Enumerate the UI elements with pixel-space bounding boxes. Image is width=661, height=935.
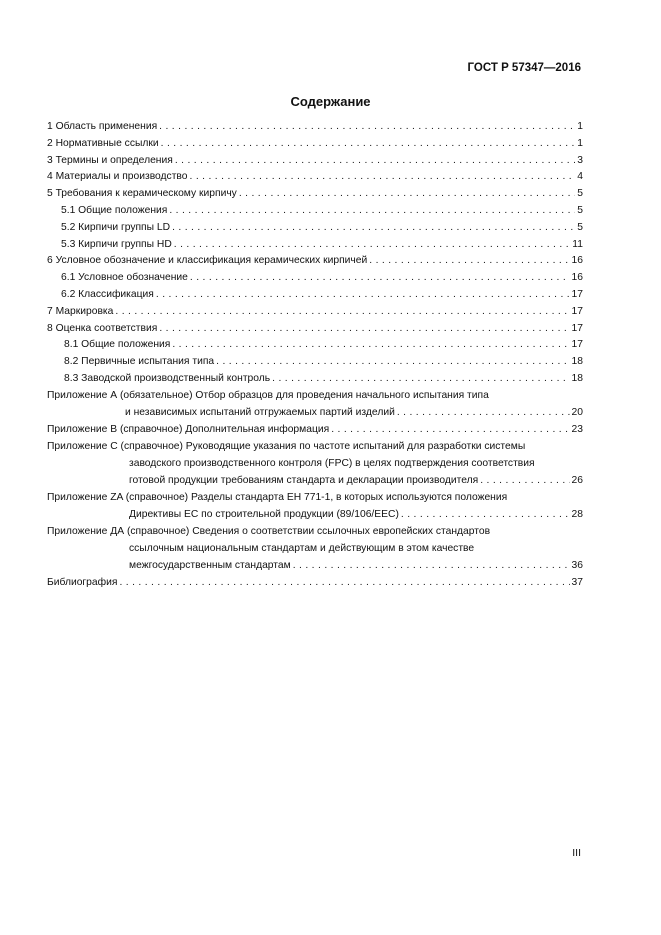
toc-entry-label: 5.3 Кирпичи группы HD: [61, 238, 172, 250]
toc-entry-page: 3: [577, 154, 583, 166]
leader-dots: [156, 287, 570, 304]
toc-entry: [47, 186, 583, 203]
toc-entry: [47, 321, 583, 338]
toc-entry-page: 17: [571, 305, 583, 317]
toc-entry-page: 18: [571, 372, 583, 384]
leader-dots: [174, 237, 571, 254]
appendix-title-line: [47, 473, 583, 490]
leader-dots: [397, 405, 570, 422]
toc-entry-page: 37: [571, 576, 583, 588]
toc-entry-page: 1: [577, 121, 583, 132]
leader-dots: [480, 473, 569, 490]
toc-entry-label: 3 Термины и определения: [47, 154, 173, 166]
leader-dots: [331, 422, 569, 439]
leader-dots: [119, 575, 569, 592]
toc-entry-page: 17: [571, 288, 583, 300]
toc-entry-page: 16: [571, 272, 583, 284]
leader-dots: [115, 304, 569, 321]
toc-subentry: [47, 270, 583, 287]
toc-entry-page: 23: [571, 423, 583, 435]
toc-subentry: [47, 220, 583, 237]
leader-dots: [172, 220, 575, 237]
toc-entry-page: 5: [577, 204, 583, 216]
appendix-title-line: [47, 405, 583, 422]
toc-entry-page: 28: [571, 508, 583, 520]
leader-dots: [169, 203, 575, 220]
leader-dots: [272, 371, 569, 388]
toc-entry-label: 6 Условное обозначение и классификация керамических кирпичей: [47, 255, 368, 267]
toc-entry-label: Библиография: [47, 576, 118, 588]
appendix-title-line: [47, 507, 583, 524]
toc-entry-page: 36: [571, 559, 583, 571]
appendix-title-line: ссылочным национальным стандартам и действующим в этом качестве: [129, 542, 475, 554]
toc-entry-label: 8.2 Первичные испытания типа: [64, 356, 215, 368]
leader-dots: [190, 169, 576, 186]
leader-dots: [239, 186, 575, 203]
appendix-title-text: Приложение В (справочное) Дополнительная информация: [47, 423, 330, 435]
leader-dots: [401, 507, 570, 524]
toc-subentry: [47, 237, 583, 254]
toc-entry: [47, 169, 583, 186]
document-header: ГОСТ Р 57347—2016: [467, 62, 581, 74]
toc-subentry: [47, 337, 583, 354]
leader-dots: [216, 354, 569, 371]
toc-entry-label: 4 Материалы и производство: [47, 171, 188, 183]
toc-appendix-za: [47, 490, 583, 524]
leader-dots: [159, 321, 569, 338]
page-number: III: [572, 847, 581, 859]
toc-entry-page: 5: [577, 221, 583, 233]
leader-dots: [159, 119, 575, 136]
toc-entry-page: 16: [571, 255, 583, 267]
toc-subentry: [47, 371, 583, 388]
toc-entry-label: 8.3 Заводской производственный контроль: [64, 372, 271, 384]
leader-dots: [369, 253, 569, 270]
toc-entry-page: 17: [571, 322, 583, 334]
toc-entry-label: 1 Область применения: [47, 121, 158, 132]
toc-entry: [47, 253, 583, 270]
appendix-title-line: заводского производственного контроля (FPC) в целях подтверждения соответствия: [129, 457, 535, 469]
leader-dots: [161, 136, 576, 153]
toc-entry-label: 6.2 Классификация: [61, 288, 154, 300]
appendix-title-line: [47, 558, 583, 575]
toc-appendix-b: [47, 422, 583, 439]
toc-entry-page: 11: [572, 238, 583, 250]
appendix-title-text: Директивы ЕС по строительной продукции (89/106/EEC): [129, 508, 399, 520]
toc-subentry: [47, 203, 583, 220]
leader-dots: [175, 153, 575, 170]
toc-entry-label: 8.1 Общие положения: [64, 339, 171, 351]
toc-entry: [47, 119, 583, 136]
toc-entry-label: 2 Нормативные ссылки: [47, 137, 159, 149]
appendix-title-text: и независимых испытаний отгружаемых партий изделий: [125, 406, 395, 418]
toc-entry-page: 17: [571, 339, 583, 351]
toc-appendix-c: [47, 439, 583, 489]
appendix-title-text: межгосударственным стандартам: [129, 559, 291, 571]
appendix-title-line: [47, 422, 583, 439]
appendix-title-text: готовой продукции требованиям стандарта и декларации производителя: [129, 474, 479, 486]
toc-entry-label: 7 Маркировка: [47, 305, 114, 317]
toc-entry-label: 5.1 Общие положения: [61, 204, 168, 216]
page-title: Содержание: [290, 94, 371, 109]
leader-dots: [190, 270, 570, 287]
appendix-title-line: Приложение ДА (справочное) Сведения о соответствии ссылочных европейских стандартов: [47, 526, 491, 538]
toc-entry-page: 18: [571, 356, 583, 368]
toc-entry-page: 26: [571, 474, 583, 486]
appendix-title-line: Приложение С (справочное) Руководящие указания по частоте испытаний для разработки системы: [47, 441, 526, 453]
toc-entry-page: 20: [571, 406, 583, 418]
leader-dots: [172, 337, 569, 354]
toc-entry-page: 1: [577, 137, 583, 149]
toc-bibliography: [47, 575, 583, 592]
toc-subentry: [47, 354, 583, 371]
toc-entry-label: 5 Требования к керамическому кирпичу: [47, 188, 237, 200]
toc-entry-page: 4: [577, 171, 583, 183]
table-of-contents: [47, 119, 583, 591]
toc-entry: [47, 136, 583, 153]
appendix-title-line: Приложение ZA (справочное) Разделы стандарта ЕН 771-1, в которых используются положения: [47, 492, 508, 504]
toc-entry-page: 5: [577, 188, 583, 200]
toc-appendix-a: [47, 388, 583, 422]
toc-subentry: [47, 287, 583, 304]
leader-dots: [293, 558, 570, 575]
toc-appendix-da: [47, 524, 583, 574]
appendix-title-line: Приложение А (обязательное) Отбор образцов для проведения начального испытания типа: [47, 389, 489, 401]
toc-entry: [47, 304, 583, 321]
toc-entry-label: 6.1 Условное обозначение: [61, 272, 188, 284]
toc-entry-label: 8 Оценка соответствия: [47, 322, 158, 334]
toc-entry: [47, 153, 583, 170]
toc-entry-label: 5.2 Кирпичи группы LD: [61, 221, 171, 233]
